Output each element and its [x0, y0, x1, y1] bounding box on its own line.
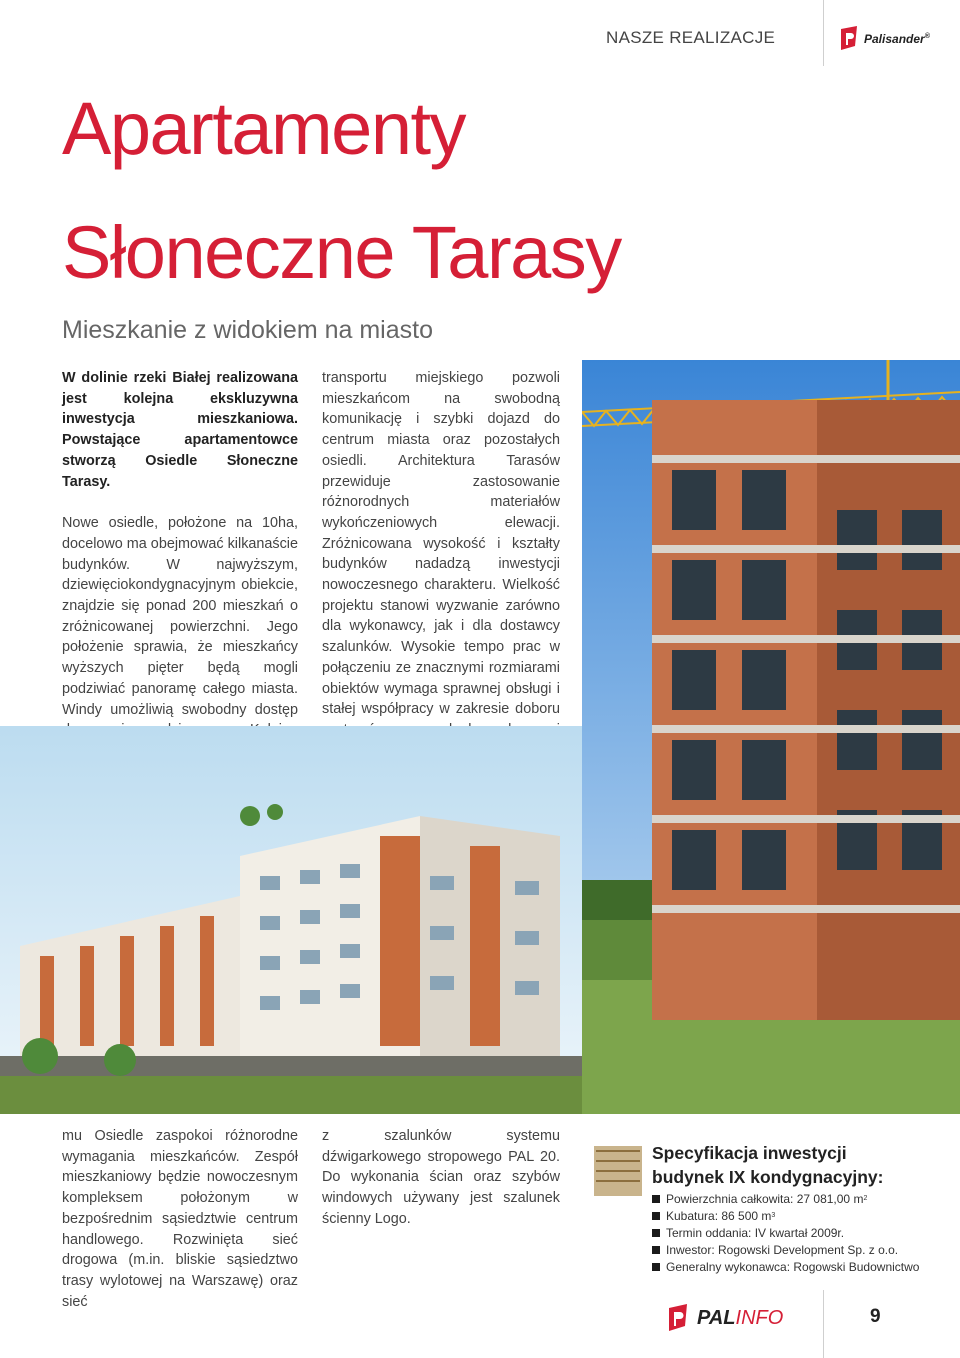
- page-number: 9: [870, 1306, 881, 1327]
- estate-rendering: [0, 726, 582, 1114]
- footer-divider: [823, 1290, 824, 1358]
- spec-item: Termin oddania: IV kwartał 2009r.: [652, 1224, 919, 1241]
- article-paragraph: mu Osiedle zaspokoi różnorodne wymagania mieszkańców. Zespół mieszkaniowy będzie nowoczesnym kompleksem położonym w bezpośrednim sąsiedztwie centrum handlowego. Rozwinięta sieć drogowa (m.in. bliskie sąsiedztwo trasy wylotowej na Warszawę) oraz sieć: [62, 1128, 298, 1310]
- spec-list: [652, 1190, 919, 1275]
- spec-item: Inwestor: Rogowski Development Sp. z o.o.: [652, 1241, 919, 1258]
- palinfo-wordmark: PALINFO: [697, 1306, 784, 1329]
- spec-item: Powierzchnia całkowita: 27 081,00 m 2: [652, 1190, 919, 1207]
- page-subtitle: Mieszkanie z widokiem na miasto: [62, 316, 433, 344]
- palinfo-logo: [665, 1304, 783, 1332]
- article-column-3: [62, 1126, 298, 1312]
- article-column-2: [322, 368, 560, 782]
- article-paragraph: transportu miejskiego pozwoli mieszkańcom na swobodną komunikację i szybki dojazd do centrum miasta oraz pozostałych osiedli. Architektura Tarasów przewiduje zastosowanie różnorodnych materiałów wykończeniowych elewacji. Zróżnicowana wysokość i kształty budynków nadadzą inwestycji nowoczesnego charakteru. Wielkość projektu stanowi wyzwanie zarówno dla wykonawcy, jak i dla dostawcy szalunków. Wysokie tempo prac w połączeniu ze znacznymi rozmiarami obiektów wymaga sprawnej obsługi i stałej współpracy w zakresie doboru: [322, 370, 560, 718]
- page-title-line1: Apartamenty: [62, 87, 466, 170]
- article-paragraph: Nowe osiedle, położone na 10ha, docelowo ma obejmować kilkanaście budynków. W najwyższym, dziewięciokondygnacyjnym obiekcie, znajdzie się ponad 200 mieszkań o zróżnicowanej powierzchni. Jego położenie sprawia, że mieszkańcy wyższych pięter będą mogli podziwiać panoramę całego miasta. Windy umożliwią swobodny dostęp: [62, 515, 298, 718]
- spec-item: Kubatura: 86 500 m 3: [652, 1207, 919, 1224]
- construction-photo: [582, 360, 960, 1114]
- palisander-wordmark: Palisander®: [864, 32, 930, 46]
- formwork-photo: [584, 1126, 642, 1276]
- spec-item: Generalny wykonawca: Rogowski Budownictwo: [652, 1258, 919, 1275]
- spec-title: Specyfikacja inwestycji budynek IX kondygnacyjny:: [652, 1143, 884, 1187]
- palisander-logo: [838, 24, 948, 54]
- palisander-logo-icon: [838, 26, 860, 52]
- article-column-1: [62, 368, 298, 782]
- header-divider: [823, 0, 824, 66]
- palinfo-logo-icon: [665, 1304, 691, 1332]
- article-paragraph: z szalunków systemu dźwigarkowego stropowego PAL 20. Do wykonania ścian oraz szybów windowych używany jest szalunek ścienny Logo.: [322, 1128, 560, 1227]
- section-label: NASZE REALIZACJE: [606, 28, 776, 47]
- article-column-4: [322, 1126, 560, 1230]
- article-lead: W dolinie rzeki Białej realizowana jest kolejna ekskluzywna inwestycja mieszkaniowa. Powstające apartamentowce stworzą Osiedle Słoneczne Tarasy.: [62, 370, 298, 490]
- page-title-line2: Słoneczne Tarasy: [62, 211, 621, 294]
